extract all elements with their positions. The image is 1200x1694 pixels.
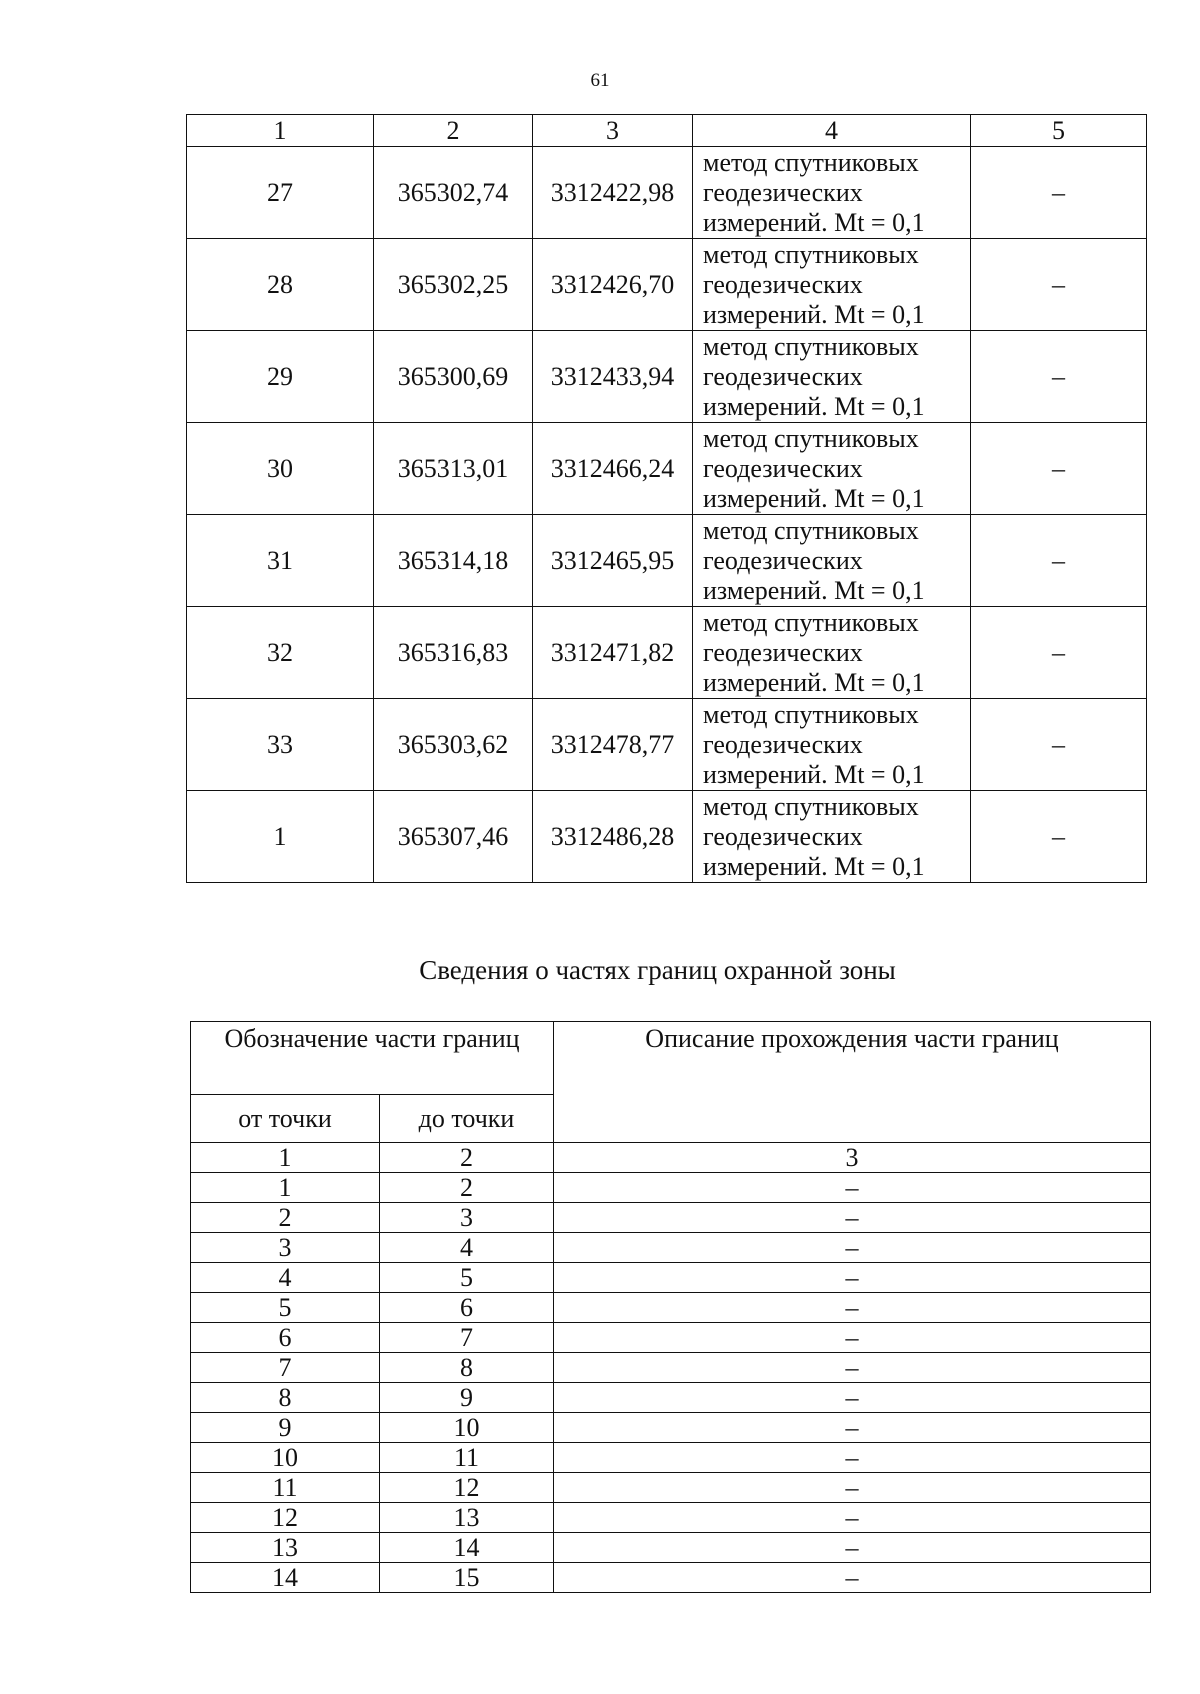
description-cell: –	[554, 1563, 1151, 1593]
y-coordinate-cell: 3312466,24	[533, 423, 693, 515]
boundary-part-row	[191, 1203, 1151, 1233]
column-number-header: 3	[533, 115, 693, 147]
from-point-cell: 10	[191, 1443, 380, 1473]
column-number-header: 1	[187, 115, 374, 147]
to-point-cell: 9	[380, 1383, 554, 1413]
column-number-header: 2	[374, 115, 533, 147]
x-coordinate-cell: 365316,83	[374, 607, 533, 699]
coordinates-table-row	[187, 607, 1147, 699]
method-text-line: измерений. Mt = 0,1	[703, 391, 925, 421]
method-text-line: измерений. Mt = 0,1	[703, 483, 925, 513]
description-cell: –	[554, 1203, 1151, 1233]
method-text-line: метод спутниковых	[703, 147, 919, 177]
y-coordinate-cell: 3312471,82	[533, 607, 693, 699]
point-number-cell: 29	[187, 331, 374, 423]
method-text-line: геодезических	[703, 729, 863, 759]
method-text-line: метод спутниковых	[703, 607, 919, 637]
y-coordinate-cell: 3312478,77	[533, 699, 693, 791]
boundary-part-designation-header: Обозначение части границ	[191, 1022, 554, 1095]
to-point-cell: 8	[380, 1353, 554, 1383]
to-point-cell: 14	[380, 1533, 554, 1563]
y-coordinate-cell: 3312465,95	[533, 515, 693, 607]
to-point-cell: 11	[380, 1443, 554, 1473]
point-number-cell: 32	[187, 607, 374, 699]
page-number: 61	[590, 70, 610, 91]
description-cell: –	[554, 1233, 1151, 1263]
to-point-cell: 4	[380, 1233, 554, 1263]
boundary-part-row	[191, 1323, 1151, 1353]
y-coordinate-cell: 3312426,70	[533, 239, 693, 331]
boundary-part-row	[191, 1383, 1151, 1413]
note-cell: –	[971, 699, 1147, 791]
column-number-header: 4	[693, 115, 971, 147]
determination-method-cell	[693, 515, 971, 607]
method-text-line: геодезических	[703, 269, 863, 299]
column-number: 1	[191, 1143, 380, 1173]
point-number-cell: 31	[187, 515, 374, 607]
to-point-cell: 6	[380, 1293, 554, 1323]
to-point-cell: 3	[380, 1203, 554, 1233]
point-number-cell: 1	[187, 791, 374, 883]
determination-method-cell	[693, 791, 971, 883]
boundary-part-row	[191, 1263, 1151, 1293]
from-point-cell: 7	[191, 1353, 380, 1383]
boundary-part-row	[191, 1173, 1151, 1203]
to-point-cell: 15	[380, 1563, 554, 1593]
method-text-line: геодезических	[703, 361, 863, 391]
x-coordinate-cell: 365302,74	[374, 147, 533, 239]
method-text-line: метод спутниковых	[703, 331, 919, 361]
coordinates-table-row	[187, 515, 1147, 607]
coordinates-table-row	[187, 239, 1147, 331]
method-text-line: измерений. Mt = 0,1	[703, 667, 925, 697]
determination-method-cell	[693, 239, 971, 331]
determination-method-cell	[693, 331, 971, 423]
boundary-part-row	[191, 1533, 1151, 1563]
boundary-parts-table	[190, 1021, 1151, 1593]
note-cell: –	[971, 239, 1147, 331]
method-text-line: измерений. Mt = 0,1	[703, 207, 925, 237]
boundary-part-row	[191, 1353, 1151, 1383]
x-coordinate-cell: 365303,62	[374, 699, 533, 791]
coordinates-table-row	[187, 699, 1147, 791]
description-cell: –	[554, 1473, 1151, 1503]
method-text-line: метод спутниковых	[703, 515, 919, 545]
coordinates-table-header-row	[187, 115, 1147, 147]
method-text-line: метод спутниковых	[703, 239, 919, 269]
determination-method-cell	[693, 699, 971, 791]
point-number-cell: 28	[187, 239, 374, 331]
x-coordinate-cell: 365302,25	[374, 239, 533, 331]
from-point-cell: 14	[191, 1563, 380, 1593]
boundary-part-row	[191, 1563, 1151, 1593]
method-text-line: измерений. Mt = 0,1	[703, 575, 925, 605]
boundary-part-row	[191, 1473, 1151, 1503]
from-point-cell: 2	[191, 1203, 380, 1233]
method-text-line: метод спутниковых	[703, 423, 919, 453]
column-number-header: 5	[971, 115, 1147, 147]
y-coordinate-cell: 3312486,28	[533, 791, 693, 883]
determination-method-cell	[693, 423, 971, 515]
boundary-part-description-header: Описание прохождения части границ	[554, 1022, 1151, 1143]
point-number-cell: 27	[187, 147, 374, 239]
description-cell: –	[554, 1413, 1151, 1443]
note-cell: –	[971, 331, 1147, 423]
boundary-part-row	[191, 1233, 1151, 1263]
x-coordinate-cell: 365313,01	[374, 423, 533, 515]
coordinates-table	[186, 114, 1147, 883]
method-text-line: геодезических	[703, 545, 863, 575]
description-cell: –	[554, 1173, 1151, 1203]
y-coordinate-cell: 3312422,98	[533, 147, 693, 239]
determination-method-cell	[693, 607, 971, 699]
determination-method-cell	[693, 147, 971, 239]
coordinates-table-row	[187, 331, 1147, 423]
description-cell: –	[554, 1503, 1151, 1533]
description-cell: –	[554, 1533, 1151, 1563]
from-point-cell: 8	[191, 1383, 380, 1413]
method-text-line: метод спутниковых	[703, 699, 919, 729]
method-text-line: геодезических	[703, 177, 863, 207]
x-coordinate-cell: 365307,46	[374, 791, 533, 883]
to-point-cell: 10	[380, 1413, 554, 1443]
description-cell: –	[554, 1263, 1151, 1293]
x-coordinate-cell: 365300,69	[374, 331, 533, 423]
method-text-line: геодезических	[703, 637, 863, 667]
method-text-line: измерений. Mt = 0,1	[703, 299, 925, 329]
from-point-cell: 12	[191, 1503, 380, 1533]
to-point-cell: 2	[380, 1173, 554, 1203]
coordinates-table-row	[187, 147, 1147, 239]
from-point-header: от точки	[191, 1095, 380, 1143]
boundary-part-row	[191, 1443, 1151, 1473]
to-point-cell: 5	[380, 1263, 554, 1293]
method-text-line: геодезических	[703, 821, 863, 851]
note-cell: –	[971, 147, 1147, 239]
note-cell: –	[971, 423, 1147, 515]
method-text-line: геодезических	[703, 453, 863, 483]
note-cell: –	[971, 791, 1147, 883]
boundary-part-row	[191, 1293, 1151, 1323]
from-point-cell: 9	[191, 1413, 380, 1443]
description-cell: –	[554, 1293, 1151, 1323]
point-number-cell: 33	[187, 699, 374, 791]
x-coordinate-cell: 365314,18	[374, 515, 533, 607]
boundary-part-row	[191, 1503, 1151, 1533]
y-coordinate-cell: 3312433,94	[533, 331, 693, 423]
point-number-cell: 30	[187, 423, 374, 515]
method-text-line: измерений. Mt = 0,1	[703, 759, 925, 789]
to-point-cell: 7	[380, 1323, 554, 1353]
method-text-line: метод спутниковых	[703, 791, 919, 821]
from-point-cell: 1	[191, 1173, 380, 1203]
from-point-cell: 4	[191, 1263, 380, 1293]
to-point-cell: 12	[380, 1473, 554, 1503]
method-text-line: измерений. Mt = 0,1	[703, 851, 925, 881]
from-point-cell: 3	[191, 1233, 380, 1263]
parts-table-numbering-row	[191, 1143, 1151, 1173]
from-point-cell: 5	[191, 1293, 380, 1323]
description-cell: –	[554, 1383, 1151, 1413]
note-cell: –	[971, 607, 1147, 699]
to-point-cell: 13	[380, 1503, 554, 1533]
from-point-cell: 11	[191, 1473, 380, 1503]
coordinates-table-row	[187, 423, 1147, 515]
description-cell: –	[554, 1443, 1151, 1473]
parts-table-header-row	[191, 1022, 1151, 1095]
coordinates-table-row	[187, 791, 1147, 883]
column-number: 3	[554, 1143, 1151, 1173]
from-point-cell: 6	[191, 1323, 380, 1353]
note-cell: –	[971, 515, 1147, 607]
column-number: 2	[380, 1143, 554, 1173]
section-title: Сведения о частях границ охранной зоны	[419, 955, 896, 985]
to-point-header: до точки	[380, 1095, 554, 1143]
description-cell: –	[554, 1353, 1151, 1383]
from-point-cell: 13	[191, 1533, 380, 1563]
description-cell: –	[554, 1323, 1151, 1353]
boundary-part-row	[191, 1413, 1151, 1443]
